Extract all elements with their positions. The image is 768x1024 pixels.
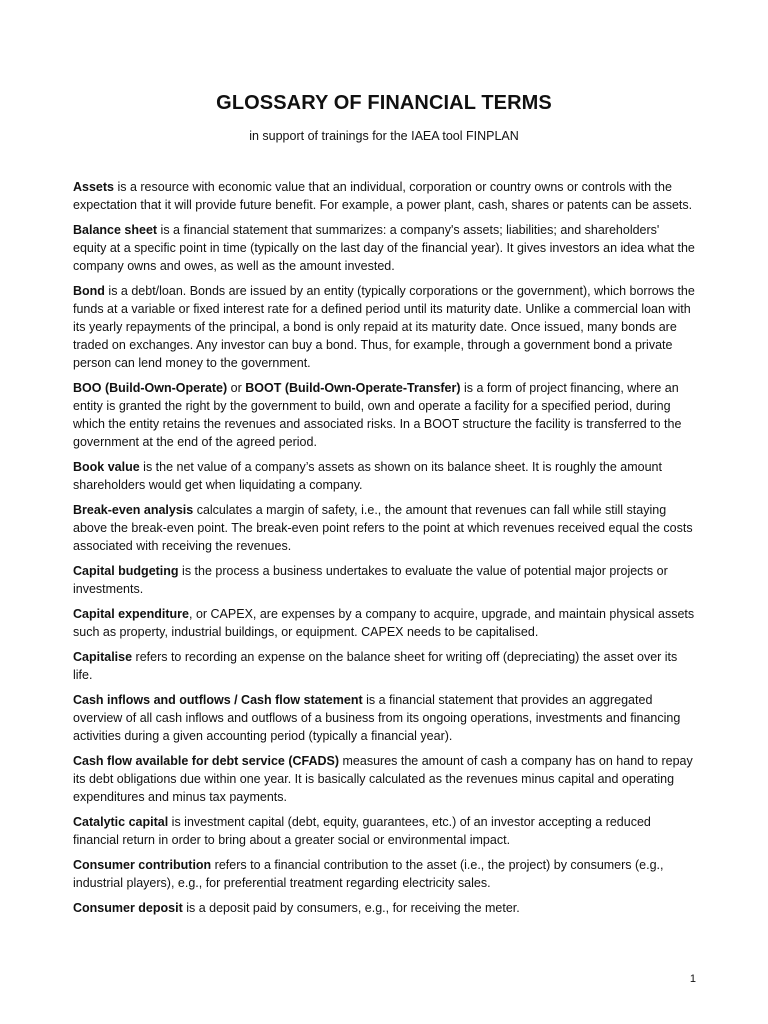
- glossary-term: Cash inflows and outflows / Cash flow statement: [73, 693, 363, 707]
- glossary-term: Capital budgeting: [73, 564, 179, 578]
- glossary-list: [73, 178, 695, 924]
- glossary-entry-capital-expenditure: [73, 605, 695, 641]
- glossary-definition: is the net value of a company’s assets as shown on its balance sheet. It is roughly the amount shareholders would get when liquidating a company.: [73, 460, 662, 492]
- glossary-term: Balance sheet: [73, 223, 158, 237]
- glossary-term: Break-even analysis: [73, 503, 194, 517]
- glossary-definition: refers to recording an expense on the balance sheet for writing off (depreciating) the asset over its life.: [73, 650, 678, 682]
- glossary-connector: or: [227, 381, 246, 395]
- glossary-entry-catalytic-capital: [73, 813, 695, 849]
- glossary-definition: measures the amount of cash a company has on hand to repay its debt obligations due within one year. It is basically calculated as the revenues minus capital and operating expenditures and minus tax payments.: [73, 754, 693, 804]
- glossary-definition: is a financial statement that provides an aggregated overview of all cash inflows and outflows of a business from its ongoing operations, investments and financing activities during a given accounting period (typically a financial year).: [73, 693, 681, 743]
- glossary-definition: , or CAPEX, are expenses by a company to acquire, upgrade, and maintain physical assets such as property, industrial buildings, or equipment. CAPEX needs to be capitalised.: [73, 607, 695, 639]
- glossary-entry-consumer-deposit: [73, 899, 695, 917]
- glossary-entry-capital-budgeting: [73, 562, 695, 598]
- glossary-entry-cfads: [73, 752, 695, 806]
- glossary-definition: calculates a margin of safety, i.e., the amount that revenues can fall while still staying above the break-even point. The break-even point refers to the point at which revenues received equal the costs associated with receiving the revenues.: [73, 503, 693, 553]
- glossary-term: Bond: [73, 284, 105, 298]
- glossary-term: Consumer deposit: [73, 901, 183, 915]
- glossary-term: Consumer contribution: [73, 858, 212, 872]
- glossary-entry-boo-boot: [73, 379, 695, 451]
- glossary-definition: refers to a financial contribution to the asset (i.e., the project) by consumers (e.g., industrial players), e.g., for preferential treatment regarding electricity sales.: [73, 858, 664, 890]
- glossary-term: Book value: [73, 460, 140, 474]
- glossary-term: Catalytic capital: [73, 815, 169, 829]
- glossary-definition: is a debt/loan. Bonds are issued by an entity (typically corporations or the government), which borrows the funds at a variable or fixed interest rate for a defined period until its maturity date. Unlike a commercial loan with its yearly repayments of the principal, a bond is only repaid at its maturity date. Once issued, many bonds are traded on exchanges. Any investor can buy a bond. Thus, for example, through a government bond a private person can lend money to the government.: [73, 284, 695, 370]
- glossary-entry-capitalise: [73, 648, 695, 684]
- glossary-entry-balance-sheet: [73, 221, 695, 275]
- page-title: GLOSSARY OF FINANCIAL TERMS: [216, 92, 552, 114]
- glossary-term: Cash flow available for debt service (CFADS): [73, 754, 340, 768]
- glossary-term: BOO (Build-Own-Operate): [73, 381, 228, 395]
- glossary-definition: is the process a business undertakes to evaluate the value of potential major projects or investments.: [73, 564, 668, 596]
- glossary-entry-cash-flow-statement: [73, 691, 695, 745]
- glossary-entry-consumer-contribution: [73, 856, 695, 892]
- glossary-entry-break-even-analysis: [73, 501, 695, 555]
- page-number: 1: [689, 973, 696, 985]
- glossary-term: Capitalise: [73, 650, 133, 664]
- glossary-term: Capital expenditure: [73, 607, 189, 621]
- page-subtitle: in support of trainings for the IAEA tool FINPLAN: [249, 129, 519, 143]
- glossary-definition: is a financial statement that summarizes: a company's assets; liabilities; and shareholders' equity at a specific point in time (typically on the last day of the financial year). It gives investors an idea what the company owns and owes, as well as the amount invested.: [73, 223, 695, 273]
- glossary-entry-book-value: [73, 458, 695, 494]
- glossary-definition: is investment capital (debt, equity, guarantees, etc.) of an investor accepting a reduced financial return in order to bring about a greater social or environmental impact.: [73, 815, 651, 847]
- glossary-definition: is a deposit paid by consumers, e.g., for receiving the meter.: [182, 901, 520, 915]
- glossary-definition: is a form of project financing, where an entity is granted the right by the government to build, own and operate a facility for a specified period, during which the entity retains the revenues and associated risks. In a BOOT structure the facility is transferred to the government at the end of the agreed period.: [73, 381, 682, 449]
- glossary-term-secondary: BOOT (Build-Own-Operate-Transfer): [245, 381, 461, 395]
- glossary-entry-assets: [73, 178, 695, 214]
- glossary-definition: is a resource with economic value that an individual, corporation or country owns or controls with the expectation that it will provide future benefit. For example, a power plant, cash, shares or patents can be assets.: [73, 180, 693, 212]
- glossary-term: Assets: [73, 180, 114, 194]
- glossary-entry-bond: [73, 282, 695, 372]
